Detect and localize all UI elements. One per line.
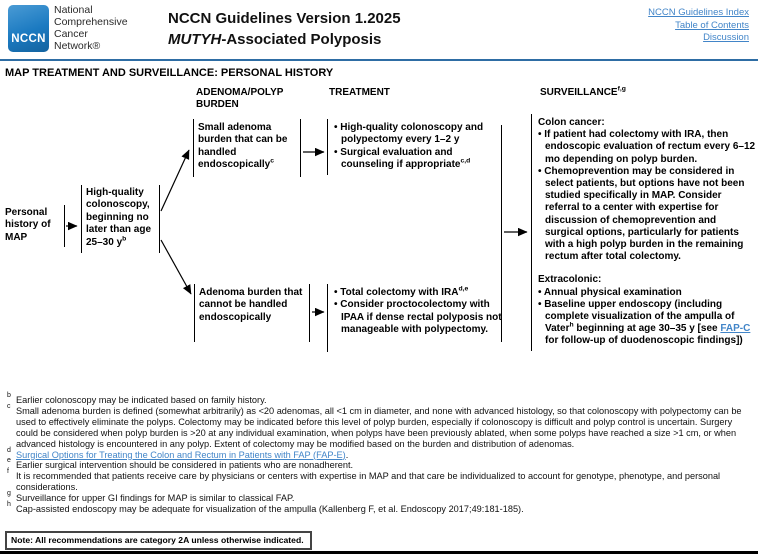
link-fap-e[interactable]: Surgical Options for Treating the Colon and Rectum in Patients with FAP (FAP-E) <box>16 449 346 460</box>
node-personal-history-map: Personal history of MAP <box>5 205 65 247</box>
footnotes <box>5 392 753 515</box>
node-large-adenoma-burden: Adenoma burden that cannot be handled endoscopically <box>194 284 310 342</box>
category-note: Note: All recommendations are category 2A unless otherwise indicated. <box>5 531 312 550</box>
arrow-colonoscopy-to-large-burden <box>161 240 191 294</box>
column-header-treatment: TREATMENT <box>329 87 390 98</box>
surveillance-item: • Chemoprevention may be considered in select patients, but options have not been studied specifically in MAP. Consider referral to a center with expertise for discussion of chemoprevention and surgical options, particularly for patients with a high polyp burden in the remaining rectum after total colectomy. <box>538 166 757 264</box>
footnote-h: h Cap-assisted endoscopy may be adequate for visualization of the ampulla (Kallenberg F, et al. Endoscopy 2017;49:181-185). <box>7 501 524 515</box>
footnote-d: d Surgical Options for Treating the Colon and Rectum in Patients with FAP (FAP-E). <box>7 446 349 460</box>
node-small-adenoma-burden: Small adenoma burden that can be handled endoscopically$^c$ <box>193 119 301 177</box>
gene-name: MUTYH <box>168 31 222 48</box>
header-divider <box>0 59 758 61</box>
version-title: NCCN Guidelines Version 1.2025 <box>168 10 401 27</box>
surveillance-extracolonic-heading: Extracolonic: <box>538 274 602 286</box>
treatment-item: • Consider proctocolectomy with IPAA if dense rectal polyposis not manageable with polypectomy. <box>334 299 507 336</box>
org-line: Comprehensive <box>54 16 128 28</box>
link-table-of-contents[interactable]: Table of Contents <box>675 19 749 31</box>
disease-title <box>168 29 401 50</box>
footnote-e: e Earlier surgical intervention should be considered in patients who are nonadherent. <box>7 457 354 471</box>
node-treatment-endoscopic <box>327 119 505 175</box>
column-header-surveillance: SURVEILLANCE$^{f,g}$ <box>540 85 626 98</box>
footnote-b: b Earlier colonoscopy may be indicated based on family history. <box>7 392 267 405</box>
surveillance-colon-heading: Colon cancer: <box>538 117 605 128</box>
nccn-logo-text: NCCN <box>11 33 46 45</box>
link-fap-c[interactable]: FAP-C <box>720 323 751 335</box>
node-surveillance <box>531 114 757 351</box>
surveillance-item: • Baseline upper endoscopy (including complete visualization of the ampulla of Vater$^h$ beginning at age 30–35 y [see FAP-C for follow-up of duodenoscopic findings]) <box>538 299 757 348</box>
header-nav <box>648 7 749 45</box>
link-discussion[interactable]: Discussion <box>703 32 749 43</box>
page-title: MAP TREATMENT AND SURVEILLANCE: PERSONAL HISTORY <box>5 67 334 79</box>
treatment-item: • Surgical evaluation and counseling if appropriate$^{c,d}$ <box>334 147 505 172</box>
treatment-item: • High-quality colonoscopy and polypectomy every 1–2 y <box>334 122 505 147</box>
link-guidelines-index[interactable]: NCCN Guidelines Index <box>648 7 749 18</box>
footnote-c: c Small adenoma burden is defined (somewhat arbitrarily) as <20 adenomas, all <1 cm in diameter, and none with advanced histology, so that colonoscopy with polypectomy can be used to effectively eliminate the polyps. Colectomy may be indicated before this level of polyp burden, especially if colonoscopy is difficult and polyp control is uncertain. Surgery could be considered when polyp burden is >20 at any individual examination, when polyps have been previously ablated, when some polyps have reached a size >1 cm, or when advanced histology is encountered in any polyp. Extent of colectomy may be modified based on the burden and distribution of adenomas. <box>7 402 742 449</box>
page-bottom-rule <box>0 551 758 554</box>
org-line: National <box>54 4 93 16</box>
treatment-item: • Total colectomy with IRA$^{d,e}$ <box>334 287 507 299</box>
org-line: Cancer <box>54 28 88 40</box>
footnote-f: f It is recommended that patients receive care by physicians or centers with expertise in MAP and that care be individualized to account for genotype, phenotype, and personal considerations. <box>7 468 721 493</box>
footnote-g: g Surveillance for upper GI findings for MAP is similar to classical FAP. <box>7 490 295 504</box>
column-header-adenoma-burden: ADENOMA/POLYP BURDEN <box>196 87 284 110</box>
org-line: Network® <box>54 40 101 52</box>
node-treatment-surgical <box>327 284 507 352</box>
treatment-join-line <box>501 125 502 342</box>
spacer <box>538 263 757 274</box>
surveillance-item: • Annual physical examination <box>538 287 757 299</box>
node-high-quality-colonoscopy: High-quality colonoscopy, beginning no later than age 25–30 $y^b$ <box>81 185 160 253</box>
nccn-logo <box>8 5 49 52</box>
org-name <box>54 4 128 52</box>
disease-title-suffix: -Associated Polyposis <box>221 31 382 48</box>
surveillance-item: • If patient had colectomy with IRA, then endoscopic evaluation of rectum every 6–12 mo depending on polyp burden. <box>538 129 757 166</box>
arrow-colonoscopy-to-small-burden <box>161 150 189 211</box>
document-title <box>168 8 401 50</box>
